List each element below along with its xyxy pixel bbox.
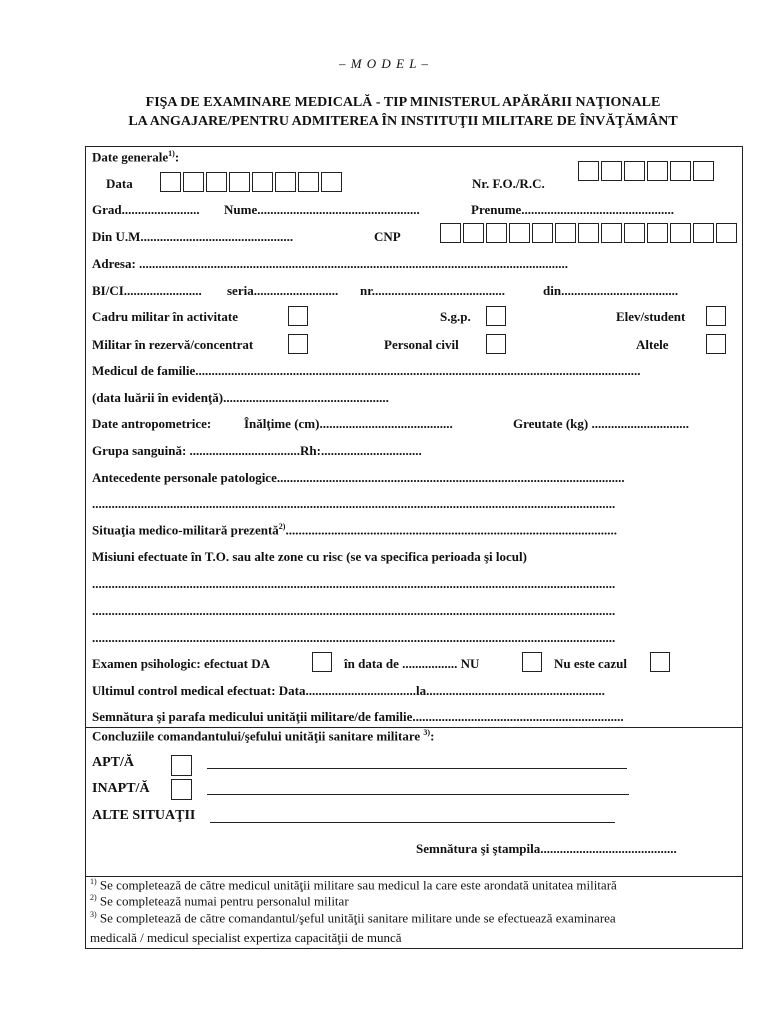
sgp-checkbox[interactable] bbox=[486, 306, 506, 326]
form-title-line1: FIŞA DE EXAMINARE MEDICALĂ - TIP MINISTERUL APĂRĂRII NAŢIONALE bbox=[145, 95, 661, 110]
date-antropometrice-label: Date antropometrice: bbox=[92, 416, 212, 431]
prenume-field[interactable]: Prenume............................................... bbox=[471, 202, 675, 217]
cadru-militar-checkbox[interactable] bbox=[288, 306, 308, 326]
data-digit-box-3[interactable] bbox=[206, 172, 227, 192]
altele-checkbox[interactable] bbox=[706, 334, 726, 354]
altele-label: Altele bbox=[636, 337, 669, 352]
cnp-digit-box-2[interactable] bbox=[463, 223, 484, 243]
data-label: Data bbox=[106, 176, 133, 191]
nr-field[interactable]: nr......................................... bbox=[360, 283, 506, 298]
cnp-digit-box-1[interactable] bbox=[440, 223, 461, 243]
alte-situatii-line[interactable] bbox=[210, 822, 615, 823]
militar-rezerva-checkbox[interactable] bbox=[288, 334, 308, 354]
nu-este-cazul-label: Nu este cazul bbox=[554, 656, 627, 671]
examen-da-checkbox[interactable] bbox=[312, 652, 332, 672]
misiuni-label: Misiuni efectuate în T.O. sau alte zone cu risc (se va specifica perioada şi locul) bbox=[92, 549, 527, 564]
sgp-label: S.g.p. bbox=[440, 309, 471, 324]
examen-nu-checkbox[interactable] bbox=[522, 652, 542, 672]
cnp-digit-box-5[interactable] bbox=[532, 223, 553, 243]
cnp-digit-box-9[interactable] bbox=[624, 223, 645, 243]
antecedente-field[interactable]: Antecedente personale patologice........................................................................................................... bbox=[92, 470, 625, 485]
misiuni-line-2[interactable]: ................................................................................................................................................................. bbox=[92, 603, 616, 618]
personal-civil-checkbox[interactable] bbox=[486, 334, 506, 354]
semnatura-stampila-field[interactable]: Semnătura şi ştampila.......................................... bbox=[416, 841, 677, 856]
nr-fo-digit-box-3[interactable] bbox=[624, 161, 645, 181]
model-label: – M O D E L – bbox=[338, 56, 430, 71]
data-digit-box-6[interactable] bbox=[275, 172, 296, 192]
data-digit-box-1[interactable] bbox=[160, 172, 181, 192]
grupa-sanguina-field[interactable]: Grupa sanguină: ..................................Rh:............................... bbox=[92, 443, 422, 458]
cnp-digit-box-7[interactable] bbox=[578, 223, 599, 243]
cnp-digit-box-13[interactable] bbox=[716, 223, 737, 243]
din-field[interactable]: din.................................... bbox=[543, 283, 679, 298]
concluzii-label: Concluziile comandantului/şefului unităţii sanitare militare $^{3)}$: bbox=[92, 728, 435, 744]
cnp-digit-box-3[interactable] bbox=[486, 223, 507, 243]
din-um-field[interactable]: Din U.M............................................... bbox=[92, 229, 294, 244]
nume-field[interactable]: Nume.................................................. bbox=[224, 202, 420, 217]
situatia-medico-militara-field[interactable]: Situaţia medico-militară prezentă$^{2)}$...................................................................................................... bbox=[92, 522, 617, 538]
semnatura-medic-field[interactable]: Semnătura şi parafa medicului unităţii militare/de familie................................................................. bbox=[92, 709, 624, 724]
adresa-field[interactable]: Adresa: .................................................................................................................................... bbox=[92, 256, 569, 271]
cnp-digit-box-10[interactable] bbox=[647, 223, 668, 243]
nr-fo-digit-box-6[interactable] bbox=[693, 161, 714, 181]
antecedente-continuation[interactable]: ................................................................................................................................................................. bbox=[92, 496, 616, 511]
in-data-de-field[interactable]: în data de ................. NU bbox=[344, 656, 480, 671]
footnote-3: $^{3)}$ Se completează de către comandantul/şeful unităţii sanitare militare unde se efectuează examinarea bbox=[90, 910, 616, 926]
nr-fo-digit-box-1[interactable] bbox=[578, 161, 599, 181]
cnp-digit-box-6[interactable] bbox=[555, 223, 576, 243]
nr-fo-digit-box-5[interactable] bbox=[670, 161, 691, 181]
nr-fo-label: Nr. F.O./R.C. bbox=[472, 176, 545, 191]
apt-label: APT/Ă bbox=[92, 755, 134, 770]
seria-field[interactable]: seria.......................... bbox=[227, 283, 339, 298]
cnp-digit-box-12[interactable] bbox=[693, 223, 714, 243]
data-digit-box-8[interactable] bbox=[321, 172, 342, 192]
data-luarii-field[interactable]: (data luării în evidenţă)................................................... bbox=[92, 390, 389, 405]
militar-rezerva-label: Militar în rezervă/concentrat bbox=[92, 337, 254, 352]
nu-este-cazul-checkbox[interactable] bbox=[650, 652, 670, 672]
apt-line[interactable] bbox=[207, 768, 627, 769]
grad-field[interactable]: Grad........................ bbox=[92, 202, 200, 217]
elev-student-checkbox[interactable] bbox=[706, 306, 726, 326]
personal-civil-label: Personal civil bbox=[384, 337, 459, 352]
cadru-militar-label: Cadru militar în activitate bbox=[92, 309, 238, 324]
cnp-digit-box-8[interactable] bbox=[601, 223, 622, 243]
inaltime-field[interactable]: Înălţime (cm)......................................... bbox=[244, 416, 453, 431]
date-generale-label: Date generale$^{1)}$: bbox=[92, 149, 180, 165]
examen-psihologic-label: Examen psihologic: efectuat DA bbox=[92, 656, 271, 671]
cnp-digit-box-11[interactable] bbox=[670, 223, 691, 243]
inapt-label: INAPT/Ă bbox=[92, 781, 150, 796]
greutate-field[interactable]: Greutate (kg) .............................. bbox=[513, 416, 689, 431]
misiuni-line-1[interactable]: ................................................................................................................................................................. bbox=[92, 576, 616, 591]
nr-fo-digit-box-4[interactable] bbox=[647, 161, 668, 181]
alte-situatii-label: ALTE SITUAŢII bbox=[92, 808, 196, 823]
medic-familie-field[interactable]: Medicul de familie......................................................................................................................................... bbox=[92, 363, 641, 378]
misiuni-line-3[interactable]: ................................................................................................................................................................. bbox=[92, 630, 616, 645]
cnp-digit-box-4[interactable] bbox=[509, 223, 530, 243]
apt-checkbox[interactable] bbox=[171, 755, 192, 776]
data-digit-box-4[interactable] bbox=[229, 172, 250, 192]
inapt-line[interactable] bbox=[207, 794, 629, 795]
footnote-1: $^{1)}$ Se completează de către medicul unităţii militare sau medicul la care este arondată unitatea militară bbox=[90, 877, 617, 893]
data-digit-box-7[interactable] bbox=[298, 172, 319, 192]
nr-fo-digit-box-2[interactable] bbox=[601, 161, 622, 181]
footnote-3-continuation: medicală / medicul specialist expertiza capacităţii de muncă bbox=[90, 930, 402, 945]
ultimul-control-field[interactable]: Ultimul control medical efectuat: Data..................................la....................................................... bbox=[92, 683, 605, 698]
footnote-2: $^{2)}$ Se completează numai pentru personalul militar bbox=[90, 893, 349, 909]
data-digit-box-2[interactable] bbox=[183, 172, 204, 192]
cnp-label: CNP bbox=[374, 229, 401, 244]
form-title-line2: LA ANGAJARE/PENTRU ADMITEREA ÎN INSTITUŢII MILITARE DE ÎNVĂŢĂMÂNT bbox=[128, 114, 678, 129]
bici-field[interactable]: BI/CI........................ bbox=[92, 283, 202, 298]
elev-student-label: Elev/student bbox=[616, 309, 686, 324]
data-digit-box-5[interactable] bbox=[252, 172, 273, 192]
inapt-checkbox[interactable] bbox=[171, 779, 192, 800]
